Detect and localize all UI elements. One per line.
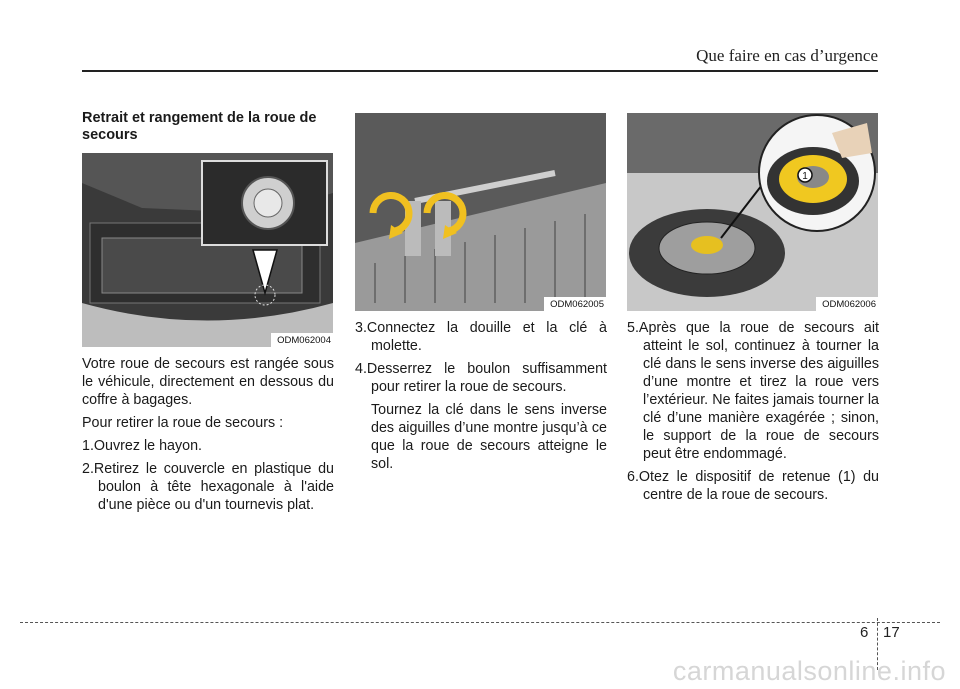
figure-spare-wheel xyxy=(627,113,878,311)
section-heading: Retrait et rangement de la roue de secours xyxy=(82,110,317,143)
step-5: 5.Après que la roue de secours ait atteint le sol, continuez à tourner la clé dans le sens inverse des aiguilles d’une montre et tirez la roue vers l’extérieur. Ne faites jamais tourner la clé d’une manière exagérée ; sinon, le support de la roue de secours peut être endommagé. xyxy=(627,320,879,462)
trunk-illustration xyxy=(82,153,333,347)
page-number: 17 xyxy=(883,624,900,641)
lead-paragraph: Pour retirer la roue de secours : xyxy=(82,415,284,431)
header-rule xyxy=(82,70,878,72)
section-title: Que faire en cas d’urgence xyxy=(696,46,878,65)
step-3: 3.Connectez la douille et la clé à molette. xyxy=(355,320,607,354)
intro-paragraph: Votre roue de secours est rangée sous le véhicule, directement en dessous du coffre à bagages. xyxy=(82,356,334,408)
callout-label: 1 xyxy=(802,171,808,182)
figure-caption: ODM062006 xyxy=(816,297,878,311)
footer-rule xyxy=(20,622,940,623)
step-4-note: Tournez la clé dans le sens inverse des aiguilles d’une montre jusqu’à ce que la roue de secours atteigne le sol. xyxy=(371,402,607,472)
spare-wheel-illustration xyxy=(627,113,878,311)
column-1 xyxy=(82,110,334,519)
figure-wrench xyxy=(355,113,606,311)
watermark: carmanualsonline.info xyxy=(672,656,946,686)
figure-trunk-floor xyxy=(82,153,333,347)
step-2: 2.Retirez le couvercle en plastique du boulon à tête hexagonale à l'aide d'une pièce ou d'un tournevis plat. xyxy=(82,461,334,513)
figure-caption: ODM062004 xyxy=(271,333,333,347)
step-6: 6.Otez le dispositif de retenue (1) du centre de la roue de secours. xyxy=(627,469,879,503)
step-1: 1.Ouvrez le hayon. xyxy=(82,438,203,454)
column-3 xyxy=(627,113,879,509)
column-2 xyxy=(355,113,607,478)
step-4: 4.Desserrez le boulon suffisamment pour retirer la roue de secours. xyxy=(355,361,607,395)
chapter-number: 6 xyxy=(860,624,869,641)
figure-caption: ODM062005 xyxy=(544,297,606,311)
wrench-illustration xyxy=(355,113,606,311)
